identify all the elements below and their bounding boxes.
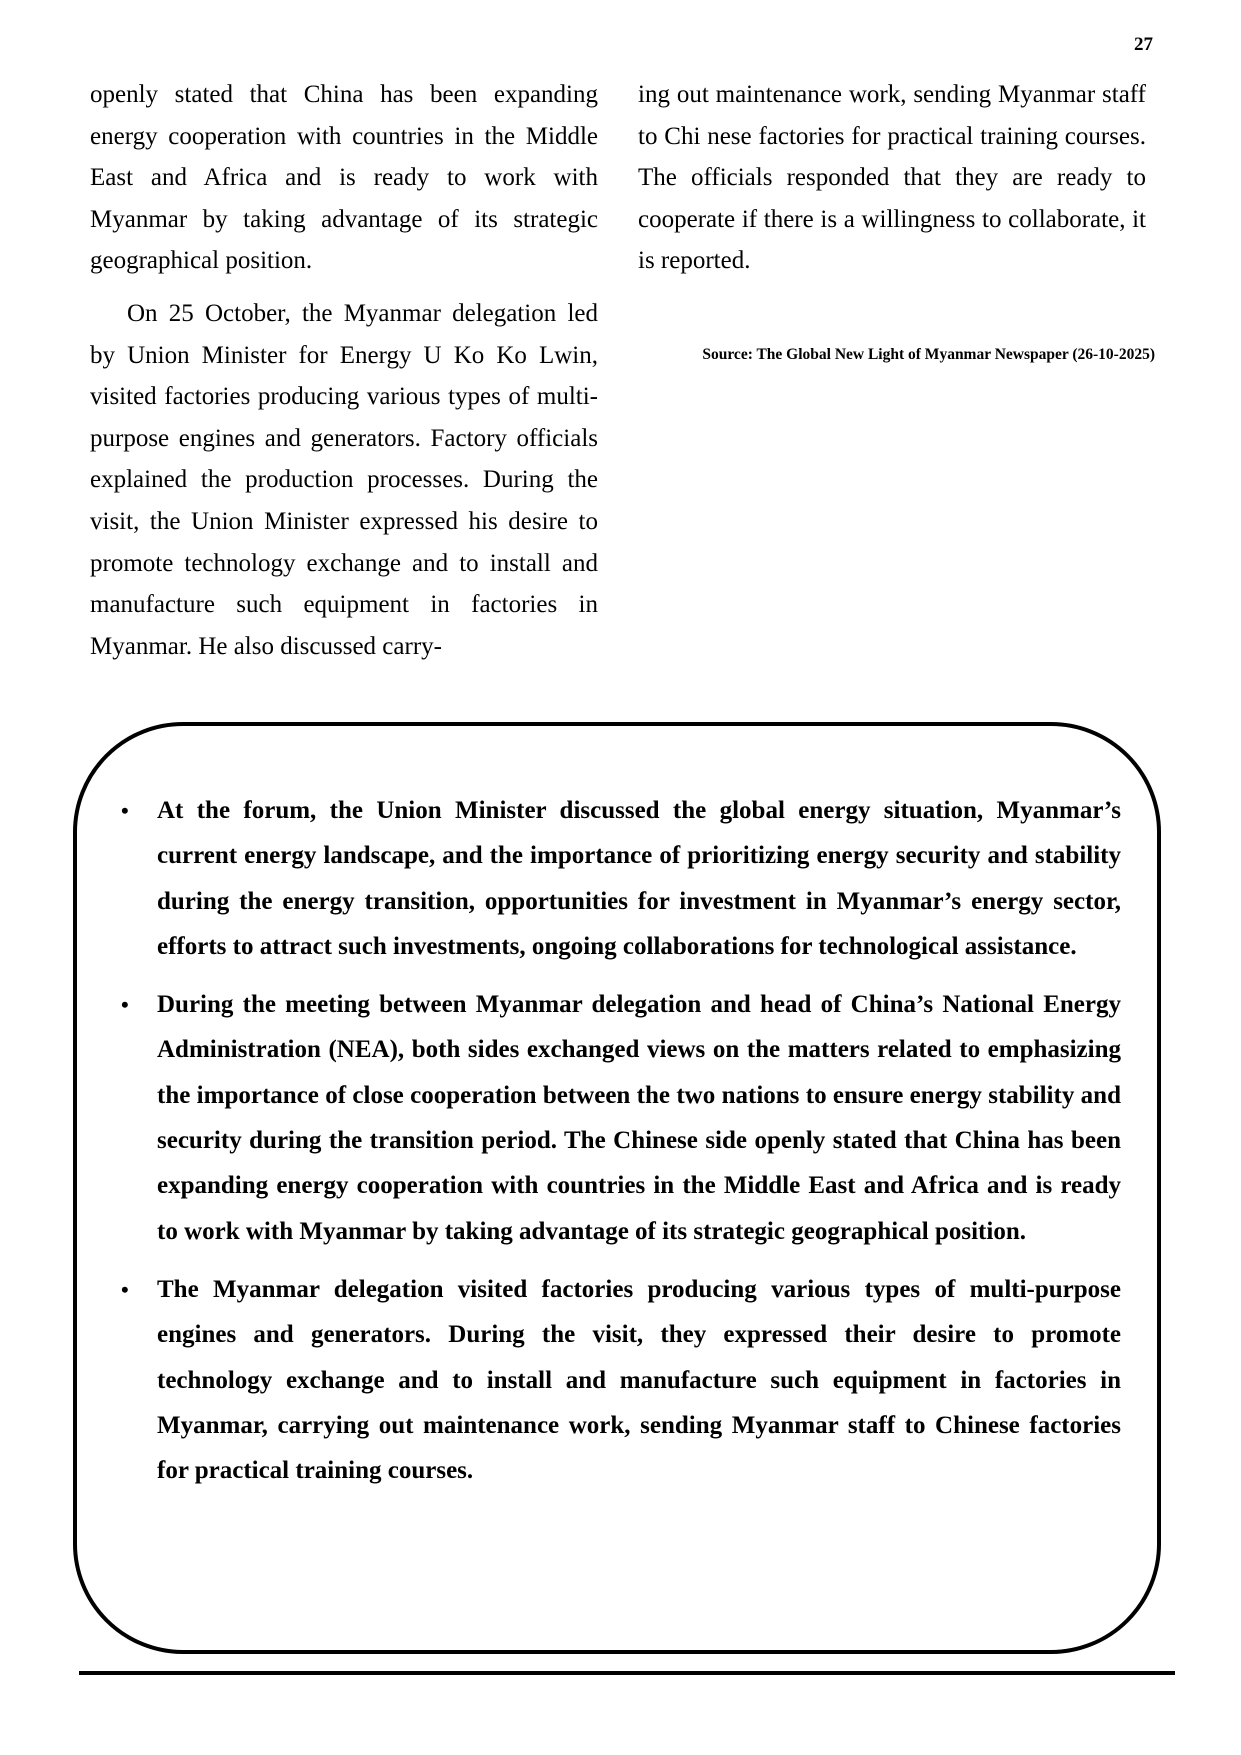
bullet-icon: • <box>121 992 129 1018</box>
summary-item <box>121 1267 1121 1493</box>
right-column <box>638 74 1146 282</box>
summary-box <box>73 722 1161 1654</box>
summary-item <box>121 982 1121 1254</box>
bottom-divider <box>79 1671 1175 1675</box>
left-paragraph-factory-visit: On 25 October, the Myanmar delegation led by Union Minister for Energy U Ko Ko Lwin, visited factories producing various types of multi-purpose engines and generators. Factory officials explained the production processes. During the visit, the Union Minister expressed his desire to promote technology exchange and to install and manufacture such equipment in factories in Myanmar. He also discussed carry- <box>90 299 598 660</box>
summary-item <box>121 788 1121 969</box>
right-paragraph-continuation: ing out maintenance work, sending Myanmar staff to Chi nese factories for practical training courses. The officials responded that they are ready to cooperate if there is a willingness to collaborate, it is reported. <box>638 81 1146 275</box>
summary-item-text: During the meeting between Myanmar delegation and head of China’s National Energy Administration (NEA), both sides exchanged views on the matters related to emphasizing the importance of close cooperation between the two nations to ensure energy stability and security during the transition period. The Chinese side openly stated that China has been expanding energy cooperation with countries in the Middle East and Africa and is ready to work with Myanmar by taking advantage of its strategic geographical position. <box>157 991 1121 1245</box>
left-column <box>90 74 598 667</box>
bullet-icon: • <box>121 798 129 823</box>
left-paragraph-continuation: openly stated that China has been expanding energy cooperation with countries in the Middle East and Africa and is ready to work with Myanmar by taking advantage of its strategic geographical position. <box>90 81 598 275</box>
summary-item-text: At the forum, the Union Minister discussed the global energy situation, Myanmar’s current energy landscape, and the importance of prioritizing energy security and stability during the energy transition, opportunities for investment in Myanmar’s energy sector, efforts to attract such investments, ongoing collaborations for technological assistance. <box>157 797 1121 960</box>
summary-item-text: The Myanmar delegation visited factories producing various types of multi-purpose engines and generators. During the visit, they expressed their desire to promote technology exchange and to install and manufacture such equipment in factories in Myanmar, carrying out maintenance work, sending Myanmar staff to Chinese factories for practical training courses. <box>157 1275 1121 1485</box>
bullet-icon: • <box>121 1276 129 1302</box>
source-citation: Source: The Global New Light of Myanmar Newspaper (26-10-2025) <box>702 346 1155 363</box>
page-number: 27 <box>1134 34 1153 55</box>
summary-list <box>121 788 1121 1506</box>
